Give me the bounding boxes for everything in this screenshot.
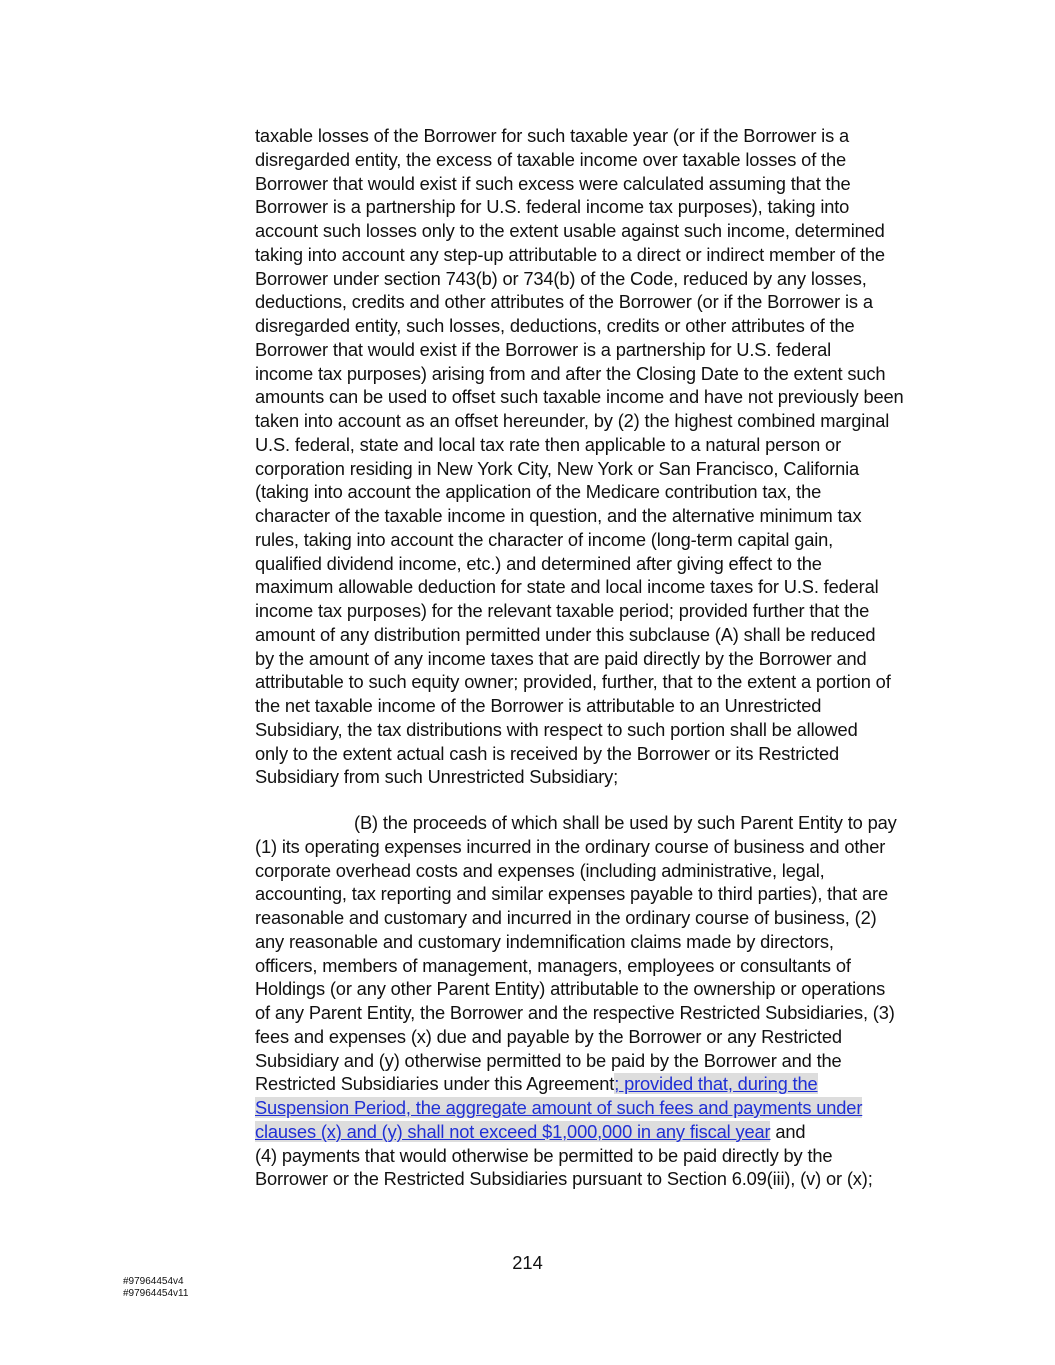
text-line: Borrower that would exist if the Borrower is a partnership for U.S. federal	[255, 338, 832, 360]
text-line	[255, 811, 945, 835]
text-line: disregarded entity, such losses, deductions, credits or other attributes of the	[255, 315, 855, 336]
document-id-stamp	[123, 1276, 188, 1300]
text-line: only to the extent actual cash is received by the Borrower or its Restricted	[255, 742, 840, 764]
text-line: Borrower that would exist if such excess were calculated assuming that the	[255, 172, 851, 194]
text-line: (1) its operating expenses incurred in the ordinary course of business and other	[255, 835, 886, 857]
text-line: Borrower under section 743(b) or 734(b) of the Code, reduced by any losses,	[255, 267, 867, 289]
text-line: taxable losses of the Borrower for such taxable year (or if the Borrower is a	[255, 125, 850, 146]
text-line: officers, members of management, managers, employees or consultants of	[255, 954, 851, 976]
clause-text: the proceeds of which shall be used by such Parent Entity to pay	[382, 812, 897, 833]
text-line: character of the taxable income in question, and the alternative minimum tax	[255, 505, 862, 526]
text-line: income tax purposes) for the relevant taxable period; provided further that the	[255, 600, 870, 621]
text-line: Borrower is a partnership for U.S. federal income tax purposes), taking into	[255, 196, 850, 218]
text-line: Subsidiary, the tax distributions with respect to such portion shall be allowed	[255, 718, 858, 740]
text-line: income tax purposes) arising from and after the Closing Date to the extent such	[255, 362, 886, 384]
text-line: fees and expenses (x) due and payable by the Borrower or any Restricted	[255, 1025, 842, 1047]
text-line: attributable to such equity owner; provided, further, that to the extent a portion of	[255, 671, 891, 693]
text-line: amount of any distribution permitted under this subclause (A) shall be reduced	[255, 623, 876, 645]
text-line	[255, 1120, 945, 1144]
text-line: taken into account as an offset hereunder, by (2) the highest combined marginal	[255, 410, 890, 431]
text-line: deductions, credits and other attributes of the Borrower (or if the Borrower is a	[255, 291, 873, 313]
text-line: any reasonable and customary indemnification claims made by directors,	[255, 930, 834, 952]
plain-text: and	[770, 1120, 806, 1142]
text-line: disregarded entity, the excess of taxable income over taxable losses of the	[255, 148, 847, 170]
text-line: qualified dividend income, etc.) and determined after giving effect to the	[255, 552, 822, 574]
text-line: of any Parent Entity, the Borrower and the respective Restricted Subsidiaries, (3)	[255, 1002, 895, 1023]
text-line: Holdings (or any other Parent Entity) attributable to the ownership or operations	[255, 978, 886, 1000]
text-line: reasonable and customary and incurred in the ordinary course of business, (2)	[255, 907, 877, 928]
document-id: #97964454v11	[123, 1288, 189, 1299]
text-line: corporation residing in New York City, New York or San Francisco, California	[255, 457, 860, 479]
text-line: (taking into account the application of the Medicare contribution tax, the	[255, 481, 822, 503]
text-line: the net taxable income of the Borrower is attributable to an Unrestricted	[255, 695, 822, 716]
text-line: corporate overhead costs and expenses (including administrative, legal,	[255, 859, 825, 881]
clause-label: (B)	[354, 812, 378, 833]
text-line: by the amount of any income taxes that are paid directly by the Borrower and	[255, 647, 867, 669]
paragraph-tax-distributions	[255, 124, 945, 789]
text-line: Borrower or the Restricted Subsidiaries pursuant to Section 6.09(iii), (v) or (x);	[255, 1168, 873, 1190]
text-line: Subsidiary from such Unrestricted Subsidiary;	[255, 766, 619, 788]
text-line: accounting, tax reporting and similar expenses payable to third parties), that are	[255, 883, 888, 905]
paragraph-clause-b	[255, 811, 945, 1191]
text-line: taking into account any step-up attributable to a direct or indirect member of the	[255, 243, 885, 265]
inserted-text-redline: clauses (x) and (y) shall not exceed $1,000,000 in any fiscal year	[255, 1120, 771, 1142]
plain-text: Restricted Subsidiaries under this Agreement	[255, 1073, 615, 1095]
text-line	[255, 1096, 945, 1120]
text-line: (4) payments that would otherwise be permitted to be paid directly by the	[255, 1144, 833, 1166]
inserted-text-redline: ; provided that, during the	[614, 1073, 818, 1095]
inserted-text-redline: Suspension Period, the aggregate amount of such fees and payments under	[255, 1097, 863, 1118]
text-line: rules, taking into account the character of income (long-term capital gain,	[255, 528, 834, 550]
text-line: maximum allowable deduction for state and local income taxes for U.S. federal	[255, 576, 879, 598]
page-number: 214	[512, 1252, 543, 1273]
text-line: amounts can be used to offset such taxable income and have not previously been	[255, 386, 904, 408]
text-line: U.S. federal, state and local tax rate then applicable to a natural person or	[255, 433, 842, 455]
document-id: #97964454v4	[123, 1276, 184, 1287]
text-line	[255, 1072, 945, 1096]
text-line: Subsidiary and (y) otherwise permitted to be paid by the Borrower and the	[255, 1049, 842, 1071]
text-line: account such losses only to the extent usable against such income, determined	[255, 220, 885, 241]
